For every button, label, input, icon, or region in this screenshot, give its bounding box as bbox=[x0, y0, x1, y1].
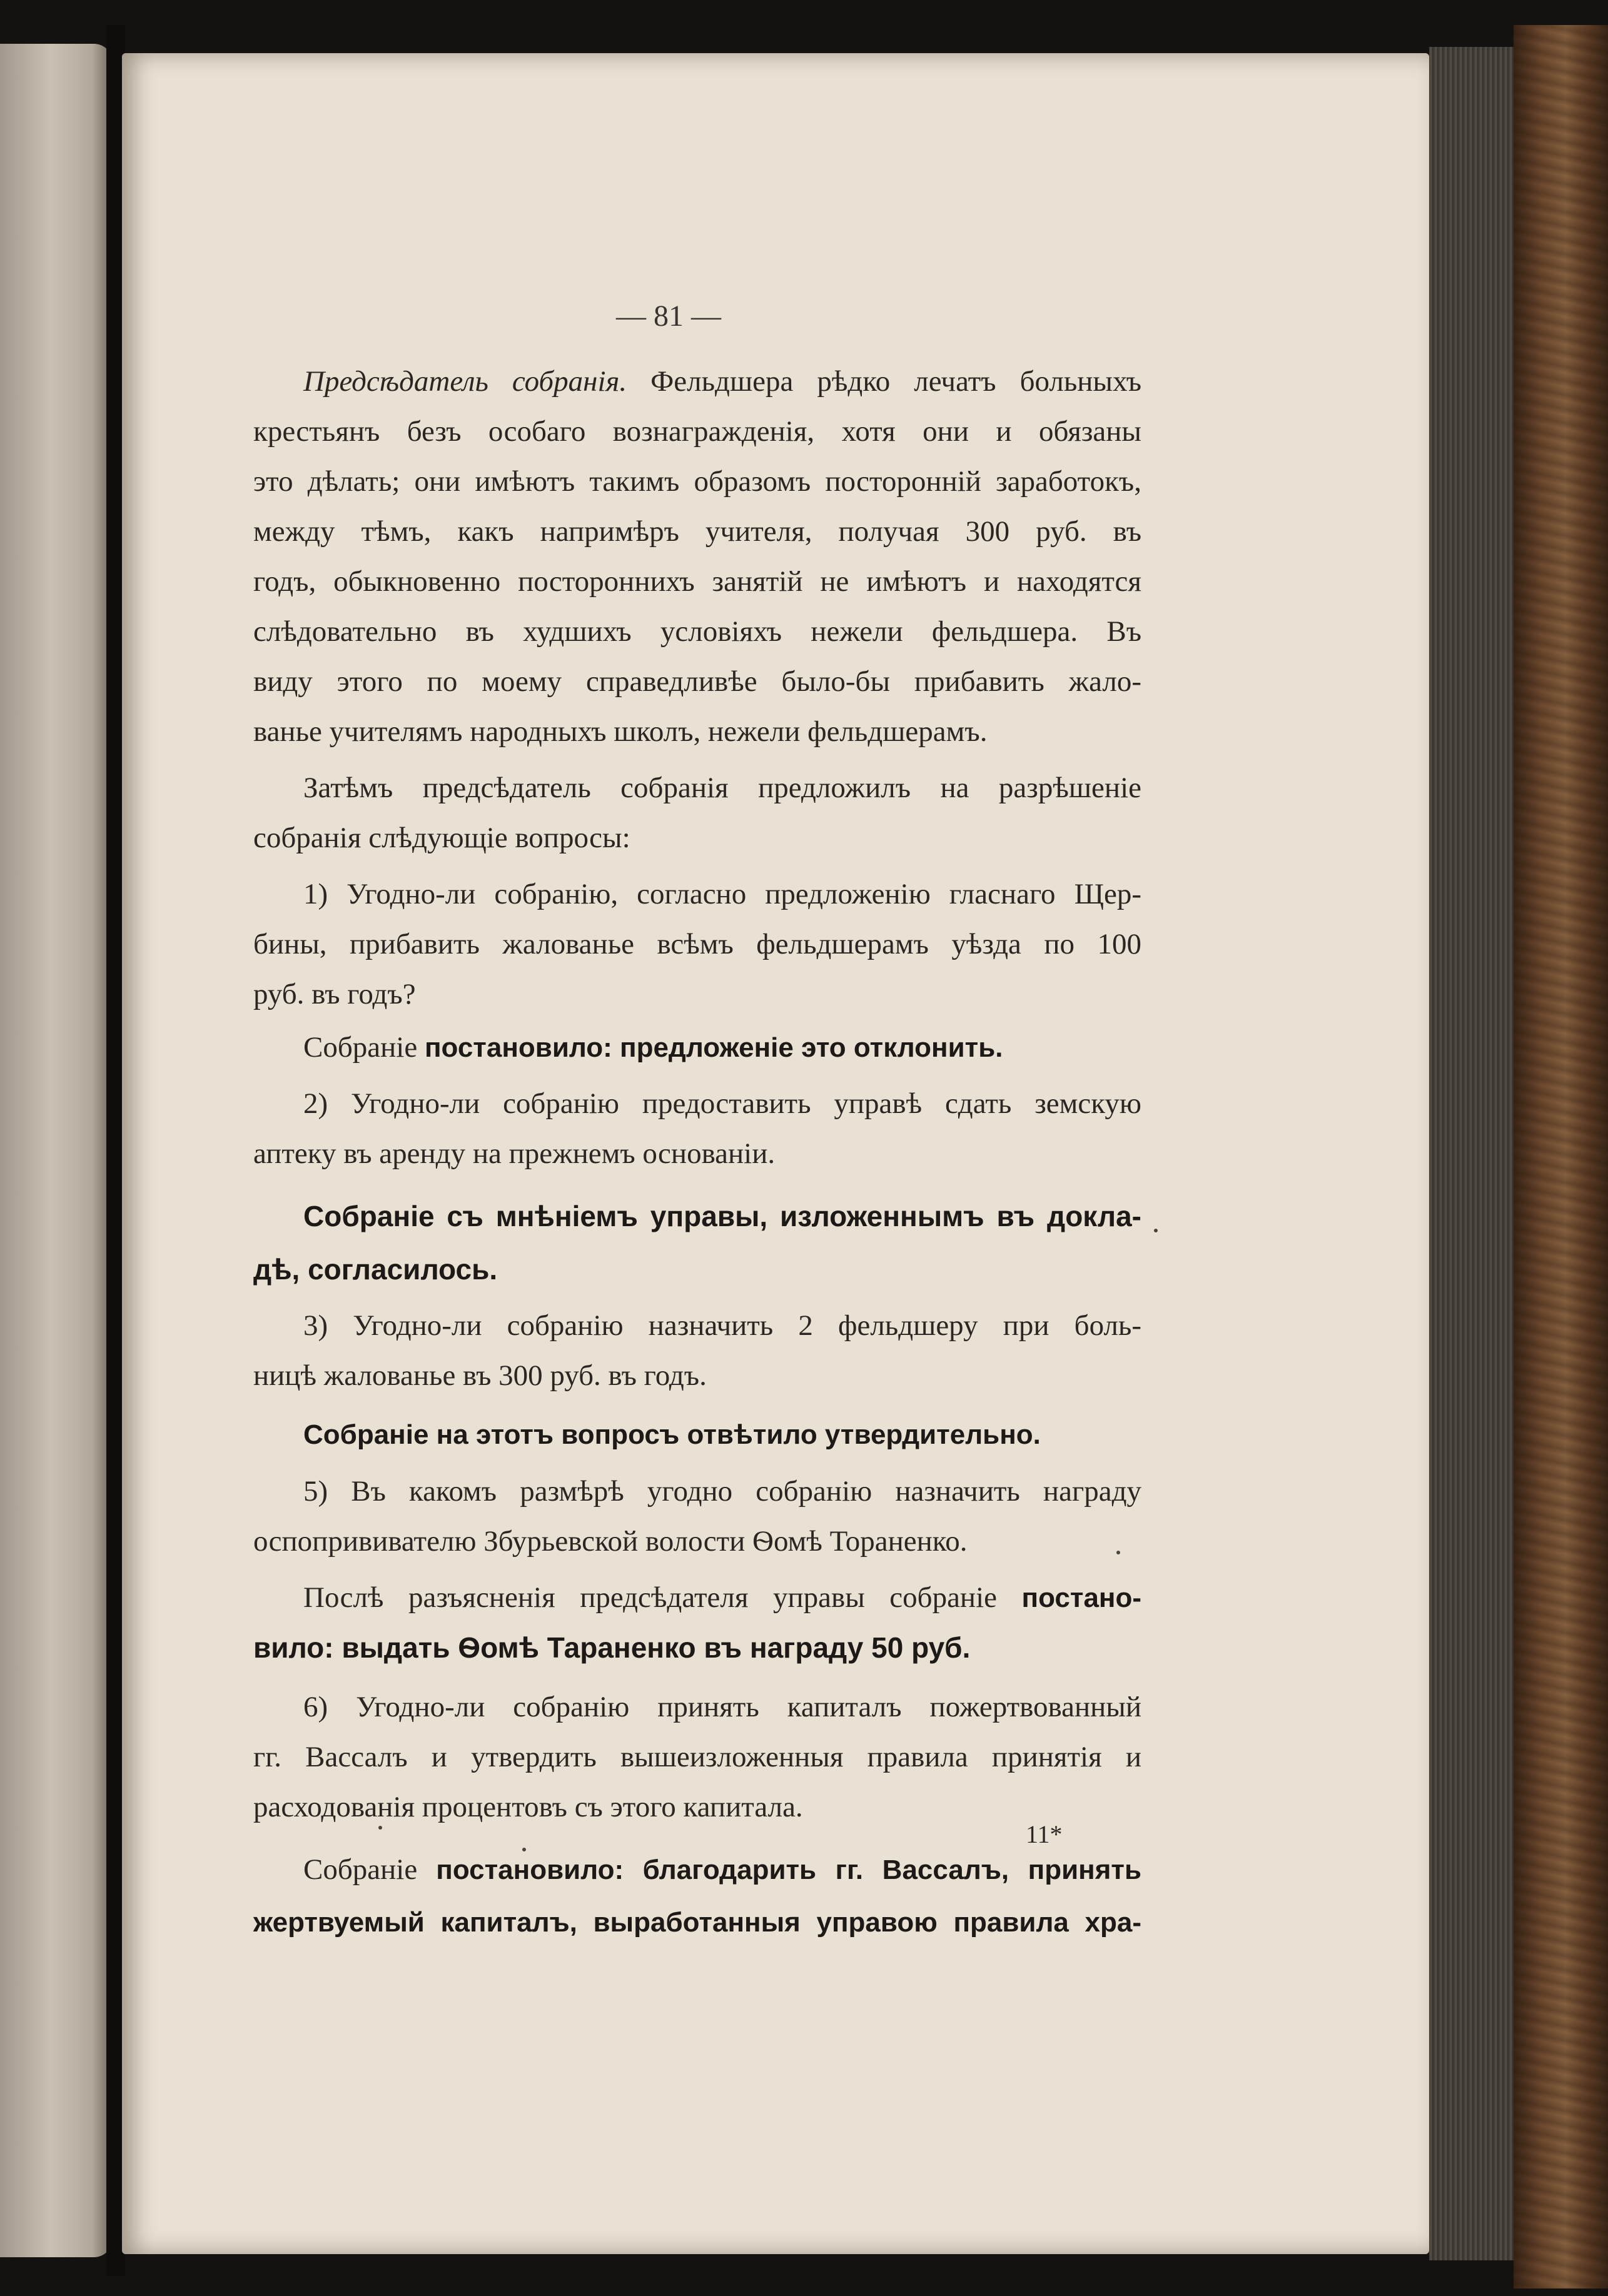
text-line: бины, прибавить жалованье всѣмъ фельдшерамъ уѣзда по 100 bbox=[253, 928, 1141, 960]
question-2: 2) Угодно-ли собранію предоставить управѣ сдать земскую bbox=[303, 1087, 1141, 1120]
resolution-bold: Собраніе на этотъ вопросъ отвѣтило утвердительно. bbox=[303, 1419, 1041, 1450]
ink-speck bbox=[522, 1848, 526, 1851]
text-line: годъ, обыкновенно постороннихъ занятій не имѣютъ и находятся bbox=[253, 565, 1141, 598]
text-line: виду этого по моему справедливѣе было-бы прибавить жало- bbox=[253, 665, 1141, 698]
question-5: 5) Въ какомъ размѣрѣ угодно собранію назначить награду bbox=[303, 1475, 1141, 1508]
resolution-line: Послѣ разъясненія предсѣдателя управы собраніе постано- bbox=[303, 1581, 1142, 1614]
text-line: крестьянъ безъ особаго вознагражденія, хотя они и обязаны bbox=[253, 415, 1141, 448]
text-line: руб. въ годъ? bbox=[253, 978, 416, 1010]
page-block-edges bbox=[1429, 47, 1523, 2260]
text-line: собранія слѣдующіе вопросы: bbox=[253, 822, 630, 854]
resolution-bold: Собраніе съ мнѣніемъ управы, изложеннымъ въ докла- bbox=[303, 1200, 1141, 1232]
resolution-bold: постано- bbox=[1021, 1583, 1142, 1613]
ink-speck bbox=[378, 1826, 382, 1830]
resolution-bold: дѣ, согласилось. bbox=[253, 1253, 498, 1286]
resolution-bold: вило: выдать Ѳомѣ Тараненко въ награду 50 руб. bbox=[253, 1631, 971, 1664]
text-line: между тѣмъ, какъ напримѣръ учителя, получая 300 руб. въ bbox=[253, 515, 1141, 548]
question-1: 1) Угодно-ли собранію, согласно предложенію гласнаго Щер- bbox=[303, 878, 1141, 910]
text-line: гг. Вассалъ и утвердить вышеизложенныя правила принятія и bbox=[253, 1741, 1141, 1773]
ink-speck bbox=[1154, 1229, 1158, 1232]
question-3: 3) Угодно-ли собранію назначить 2 фельдшеру при боль- bbox=[303, 1309, 1141, 1342]
text-line: расходованія процентовъ съ этого капитала. bbox=[253, 1791, 803, 1823]
resolution-bold: постановило: предложеніе это отклонить. bbox=[424, 1032, 1003, 1063]
resolution-bold: постановило: благодарить гг. Вассалъ, принять bbox=[436, 1855, 1142, 1885]
signature-mark: 11* bbox=[1026, 1820, 1063, 1848]
page-number: — 81 — bbox=[616, 300, 721, 333]
text-line: слѣдовательно въ худшихъ условіяхъ нежели фельдшера. Въ bbox=[253, 615, 1141, 648]
resolution-line: Собраніе постановило: благодарить гг. Вассалъ, принять bbox=[303, 1853, 1142, 1886]
ink-speck bbox=[1116, 1551, 1120, 1554]
text-line: аптеку въ аренду на прежнемъ основаніи. bbox=[253, 1137, 776, 1170]
text-line: это дѣлать; они имѣютъ такимъ образомъ посторонній заработокъ, bbox=[253, 465, 1141, 498]
resolution-line: Собраніе постановило: предложеніе это отклонить. bbox=[303, 1031, 1003, 1064]
text-line: оспопрививателю Збурьевской волости Ѳомѣ Тораненко. bbox=[253, 1525, 968, 1558]
left-page-edge bbox=[0, 44, 113, 2257]
text-line: ницѣ жалованье въ 300 руб. въ годъ. bbox=[253, 1359, 707, 1392]
speaker-label: Предсѣдатель собранія. bbox=[303, 365, 627, 398]
text-line: Затѣмъ предсѣдатель собранія предложилъ на разрѣшеніе bbox=[303, 772, 1141, 804]
cover-texture bbox=[1514, 25, 1608, 2288]
question-6: 6) Угодно-ли собранію принять капиталъ пожертвованный bbox=[303, 1691, 1141, 1723]
resolution-bold: жертвуемый капиталъ, выработанныя управою правила хра- bbox=[253, 1907, 1141, 1938]
text-line: Предсѣдатель собранія. Фельдшера рѣдко лечатъ больныхъ bbox=[303, 365, 1142, 398]
text-line: ванье учителямъ народныхъ школъ, нежели фельдшерамъ. bbox=[253, 715, 988, 748]
